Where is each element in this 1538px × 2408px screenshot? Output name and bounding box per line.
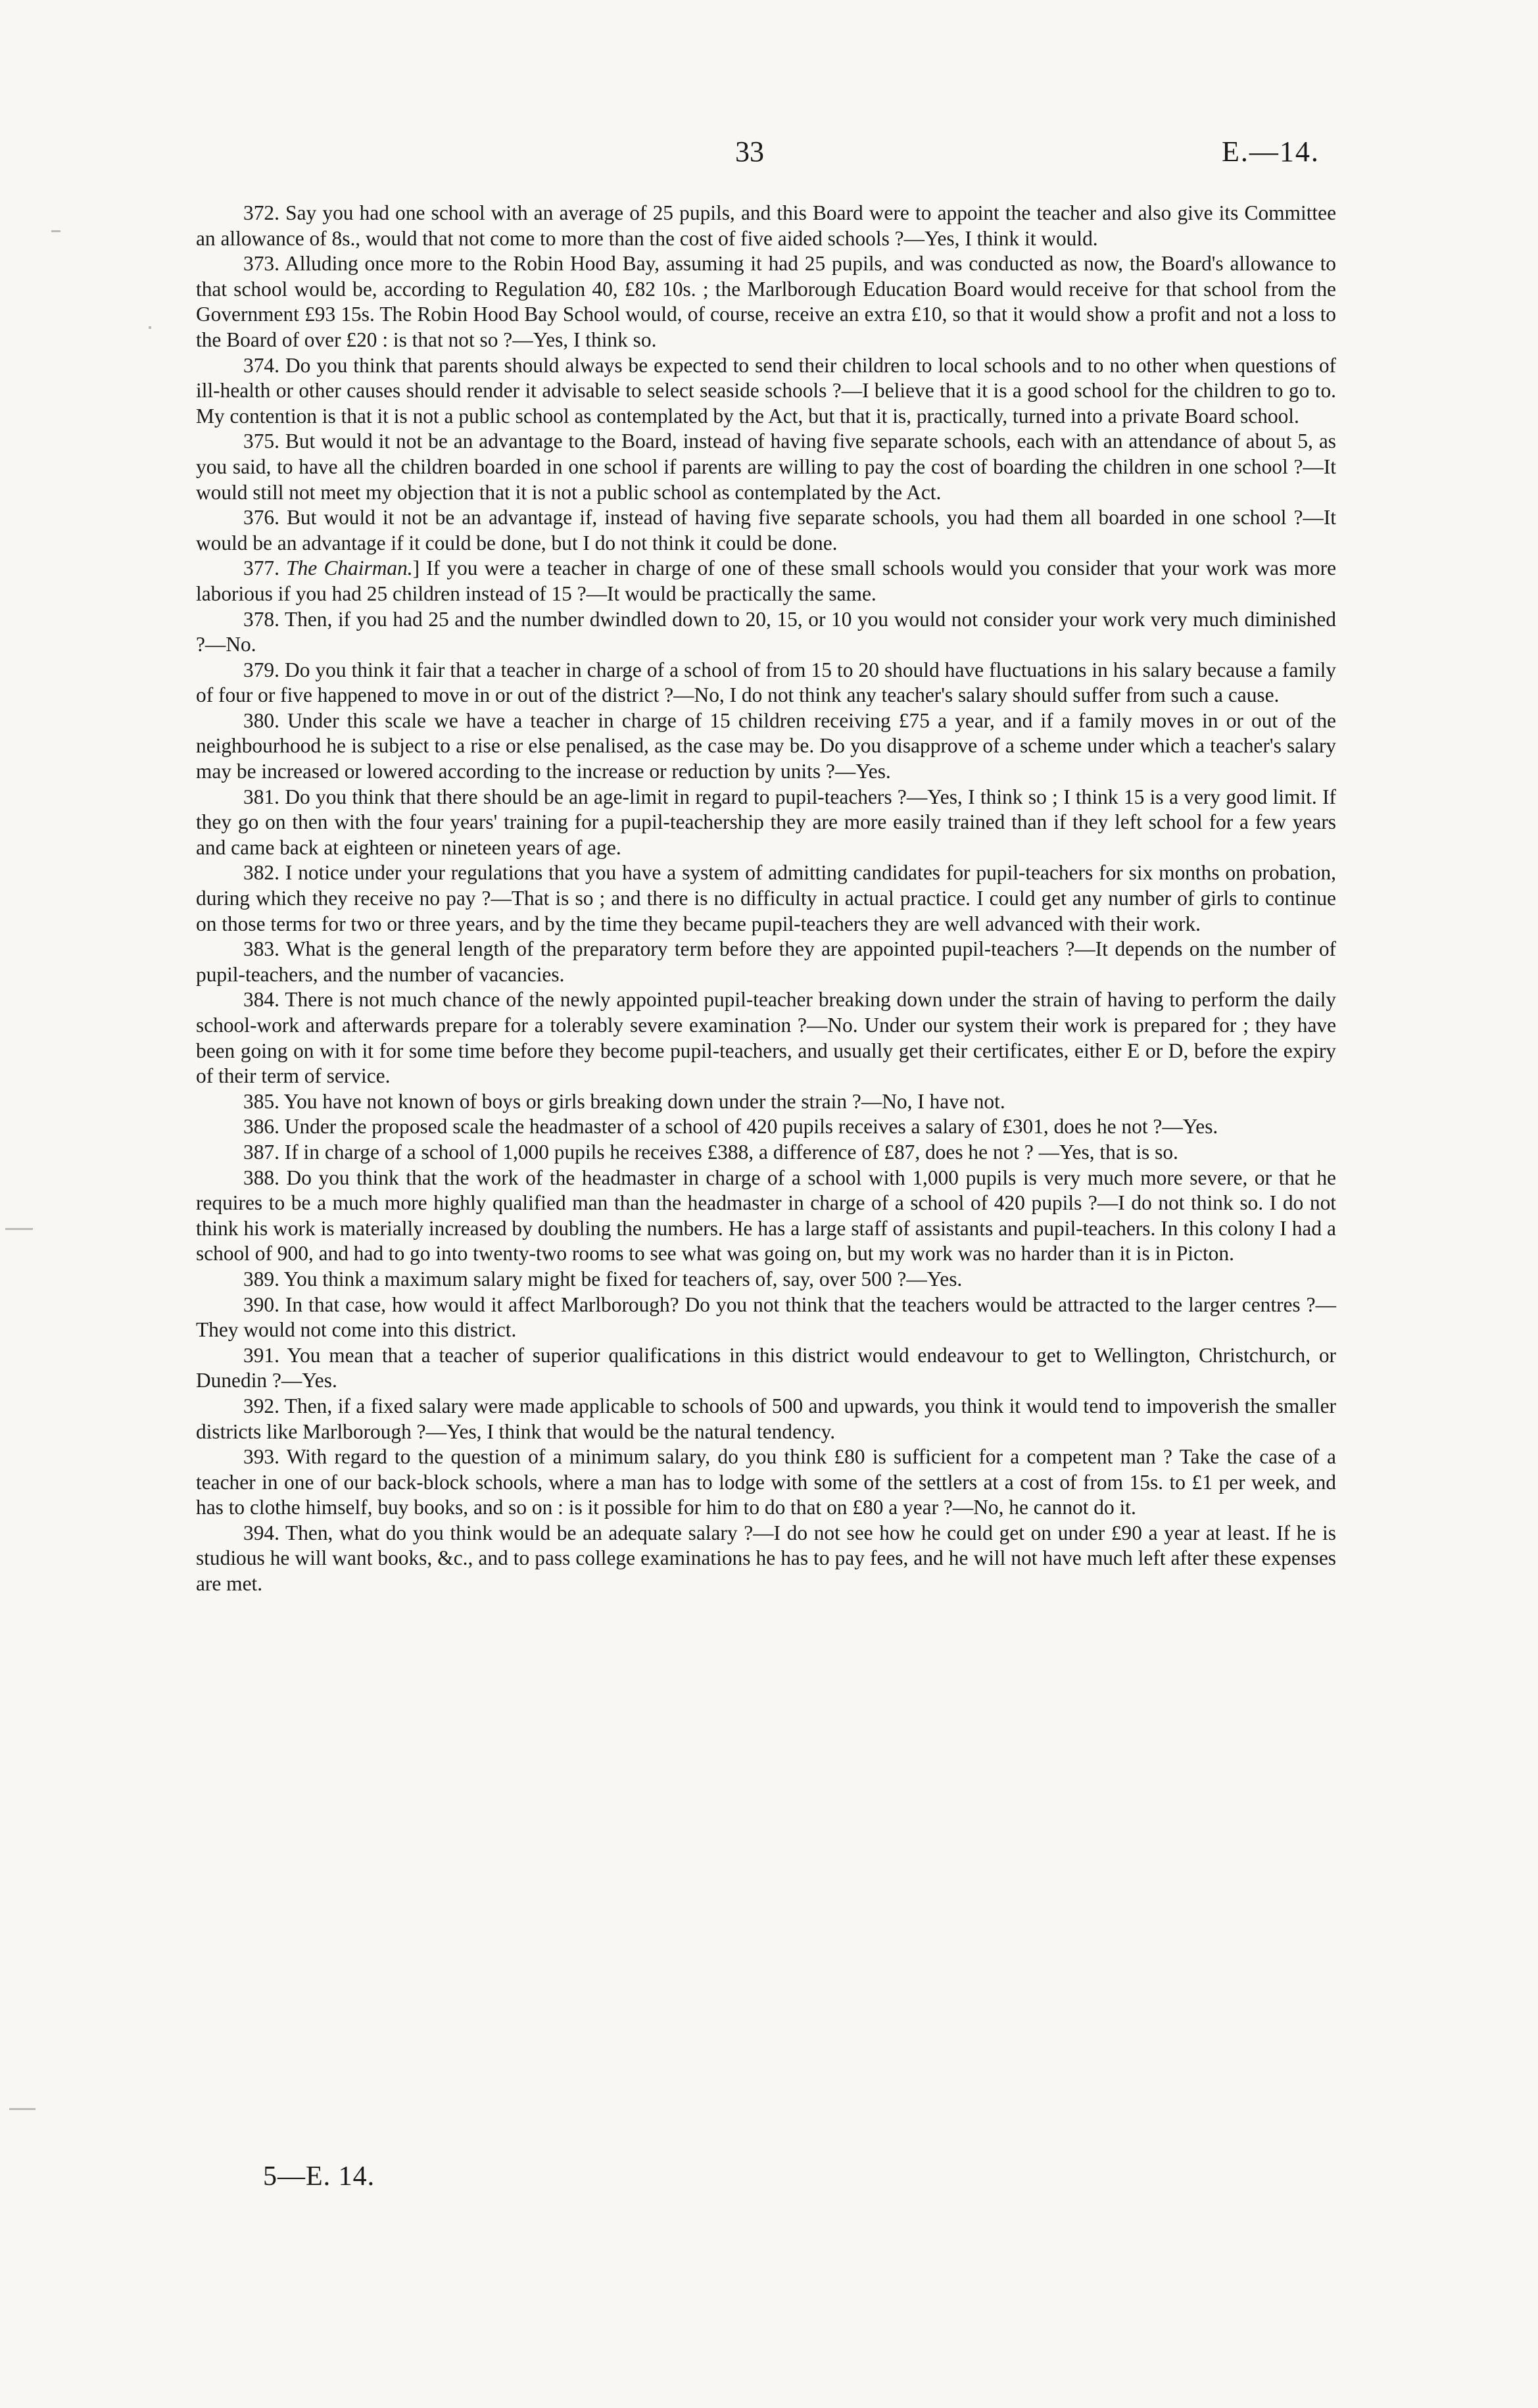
paragraph-number: 375. <box>243 430 279 453</box>
paragraph-text: Do you think it fair that a teacher in charge of a school of from 15 to 20 should have fluctuations in his salary because a family of four or five happened to move in or out of the district ?—No, I do not think any teacher's salary should suffer from such a cause. <box>196 658 1337 707</box>
paragraph-number: 386. <box>243 1115 279 1139</box>
paragraph-391 <box>196 1343 1336 1394</box>
paragraph-373 <box>196 251 1336 353</box>
paragraph-number: 382. <box>243 861 279 885</box>
paragraph-text: Then, if you had 25 and the number dwindled down to 20, 15, or 10 you would not consider your work very much diminished ?—No. <box>196 607 1336 656</box>
signature-mark: 5—E. 14. <box>263 2161 375 2192</box>
paragraph-387 <box>196 1140 1336 1166</box>
paragraph-text: You mean that a teacher of superior qualifications in this district would endeavour to get to Wellington, Christchurch, or Dunedin ?—Yes. <box>196 1343 1336 1392</box>
paragraph-392 <box>196 1394 1336 1444</box>
paragraph-382 <box>196 860 1336 937</box>
paragraph-text: Then, if a fixed salary were made applicable to schools of 500 and upwards, you think it would tend to impoverish the smaller districts like Marlborough ?—Yes, I think that would be the natural tendency. <box>196 1394 1336 1443</box>
body-text <box>196 201 1336 1597</box>
paragraph-380 <box>196 708 1336 785</box>
paragraph-379 <box>196 658 1336 708</box>
paragraph-number: 383. <box>243 937 279 961</box>
paragraph-number: 388. <box>243 1166 279 1189</box>
paragraph-text: But would it not be an advantage to the Board, instead of having five separate schools, each with an attendance of about 5, as you said, to have all the children boarded in one school if parents are willing to pay the cost of boarding the children in one school ?—It would still not meet my objection that it is not a public school as contemplated by the Act. <box>196 430 1336 504</box>
paragraph-text: What is the general length of the preparatory term before they are appointed pupil-teachers ?—It depends on the number of pupil-teachers, and the number of vacancies. <box>196 937 1337 986</box>
paragraph-number: 389. <box>243 1267 279 1290</box>
paragraph-number: 380. <box>243 708 279 732</box>
paragraph-number: 385. <box>243 1089 279 1113</box>
paragraph-text: You think a maximum salary might be fixed for teachers of, say, over 500 ?—Yes. <box>283 1267 963 1290</box>
paragraph-number: 392. <box>243 1394 279 1417</box>
paragraph-385 <box>196 1089 1336 1115</box>
paragraph-378 <box>196 607 1336 658</box>
paragraph-number: 376. <box>243 506 279 529</box>
paragraph-text: Say you had one school with an average of 25 pupils, and this Board were to appoint the teacher and also give its Committee an allowance of 8s., would that not come to more than the cost of five aided schools ?—Yes, I think it would. <box>196 201 1336 250</box>
paragraph-376 <box>196 505 1336 556</box>
paragraph-text: ] If you were a teacher in charge of one of these small schools would you consider that your work was more laborious if you had 25 children instead of 15 ?—It would be practically the same. <box>196 556 1337 605</box>
page-number: 33 <box>735 135 764 168</box>
paragraph-375 <box>196 429 1336 505</box>
paragraph-number: 390. <box>243 1292 279 1316</box>
paragraph-text: Alluding once more to the Robin Hood Bay, assuming it had 25 pupils, and was conducted as now, the Board's allowance to that school would be, according to Regulation 40, £82 10s. ; the Marlborough Education Board would receive for that school from the Government £93 15s. The Robin Hood Bay School would, of course, receive an extra £10, so that it would show a profit and not a loss to the Board of over £20 : is that not so ?—Yes, I think so. <box>196 252 1336 351</box>
paragraph-text: I notice under your regulations that you have a system of admitting candidates for pupil-teachers for six months on probation, during which they receive no pay ?—That is so ; and there is no difficulty in actual practice. I could get any number of girls to continue on those terms for two or three years, and by the time they became pupil-teachers they are well advanced with their work. <box>196 861 1336 935</box>
margin-mark <box>9 2108 36 2110</box>
paragraph-text: Do you think that the work of the headmaster in charge of a school with 1,000 pupils is very much more severe, or that he requires to be a much more highly qualified man than the headmaster in charge of a school of 420 pupils ?—I do not think so. I do not think his work is materially increased by doubling the numbers. He has a large staff of assistants and pupil-teachers. In this colony I had a school of 900, and had to go into twenty-two rooms to see what was going on, but my work was no harder than it is in Picton. <box>196 1166 1336 1265</box>
paragraph-381 <box>196 785 1336 861</box>
paragraph-384 <box>196 987 1336 1089</box>
paragraph-394 <box>196 1521 1336 1597</box>
paragraph-383 <box>196 937 1336 987</box>
paragraph-text: Then, what do you think would be an adequate salary ?—I do not see how he could get on under £90 a year at least. If he is studious he will want books, &c., and to pass college examinations he has to pay fees, and he will not have much left after these expenses are met. <box>196 1521 1336 1596</box>
paragraph-text: You have not known of boys or girls breaking down under the strain ?—No, I have not. <box>283 1089 1005 1113</box>
paragraph-389 <box>196 1267 1336 1292</box>
paragraph-number: 387. <box>243 1140 279 1164</box>
paragraph-text: But would it not be an advantage if, instead of having five separate schools, you had them all boarded in one school ?—It would be an advantage if it could be done, but I do not think it could be done. <box>196 506 1336 554</box>
paragraph-number: 384. <box>243 988 279 1012</box>
paragraph-388 <box>196 1166 1336 1267</box>
paragraph-393 <box>196 1444 1336 1521</box>
paragraph-number: 379. <box>243 658 279 681</box>
paragraph-number: 391. <box>243 1343 279 1367</box>
paragraph-number: 373. <box>243 252 279 276</box>
speaker-name: The Chairman. <box>286 556 413 580</box>
paragraph-number: 378. <box>243 607 279 631</box>
paragraph-number: 374. <box>243 353 279 377</box>
paragraph-text: In that case, how would it affect Marlborough? Do you not think that the teachers would be attracted to the larger centres ?—They would not come into this district. <box>196 1292 1336 1342</box>
paragraph-text: With regard to the question of a minimum salary, do you think £80 is sufficient for a competent man ? Take the case of a teacher in one of our back-block schools, where a man has to lodge with some of the settlers at a cost of from 15s. to £1 per week, and has to clothe himself, buy books, and so on : is it possible for him to do that on £80 a year ?—No, he cannot do it. <box>196 1445 1336 1519</box>
paragraph-390 <box>196 1292 1336 1343</box>
paragraph-377 <box>196 556 1336 606</box>
paragraph-text: Under this scale we have a teacher in charge of 15 children receiving £75 a year, and if a family moves in or out of the neighbourhood he is subject to a rise or else penalised, as the case may be. Do you disapprove of a scheme under which a teacher's salary may be increased or lowered according to the increase or reduction by units ?—Yes. <box>196 708 1336 783</box>
paragraph-text: Do you think that parents should always be expected to send their children to local schools and to no other when questions of ill-health or other causes should render it advisable to select seaside schools ?—I believe that it is a good school for the children to go to. My contention is that it is not a public school as contemplated by the Act, but that it is, practically, turned into a private Board school. <box>196 353 1336 428</box>
paragraph-text: There is not much chance of the newly appointed pupil-teacher breaking down under the strain of having to perform the daily school-work and afterwards prepare for a tolerably severe examination ?—No. Under our system their work is prepared for ; they have been going on with it for some time before they become pupil-teachers, and usually get their certificates, either E or D, before the expiry of their term of service. <box>196 988 1336 1088</box>
paragraph-number: 372. <box>243 201 279 224</box>
document-reference: E.—14. <box>1222 135 1320 168</box>
paragraph-386 <box>196 1114 1336 1140</box>
paragraph-number: 394. <box>243 1521 279 1544</box>
paragraph-374 <box>196 353 1336 430</box>
margin-mark <box>5 1228 33 1230</box>
paragraph-number: 393. <box>243 1445 279 1469</box>
paragraph-372 <box>196 201 1336 251</box>
margin-mark <box>149 326 151 329</box>
paragraph-text: If in charge of a school of 1,000 pupils he receives £388, a difference of £87, does he not ? —Yes, that is so. <box>284 1140 1178 1164</box>
margin-mark <box>51 230 60 232</box>
paragraph-text: Under the proposed scale the headmaster of a school of 420 pupils receives a salary of £301, does he not ?—Yes. <box>284 1115 1218 1139</box>
paragraph-text: Do you think that there should be an age-limit in regard to pupil-teachers ?—Yes, I think so ; I think 15 is a very good limit. If they go on then with the four years' training for a pupil-teachership they are more easily trained than if they left school for a few years and came back at eighteen or nineteen years of age. <box>196 785 1336 859</box>
paragraph-number: 377. <box>243 556 279 580</box>
paragraph-number: 381. <box>243 785 279 808</box>
